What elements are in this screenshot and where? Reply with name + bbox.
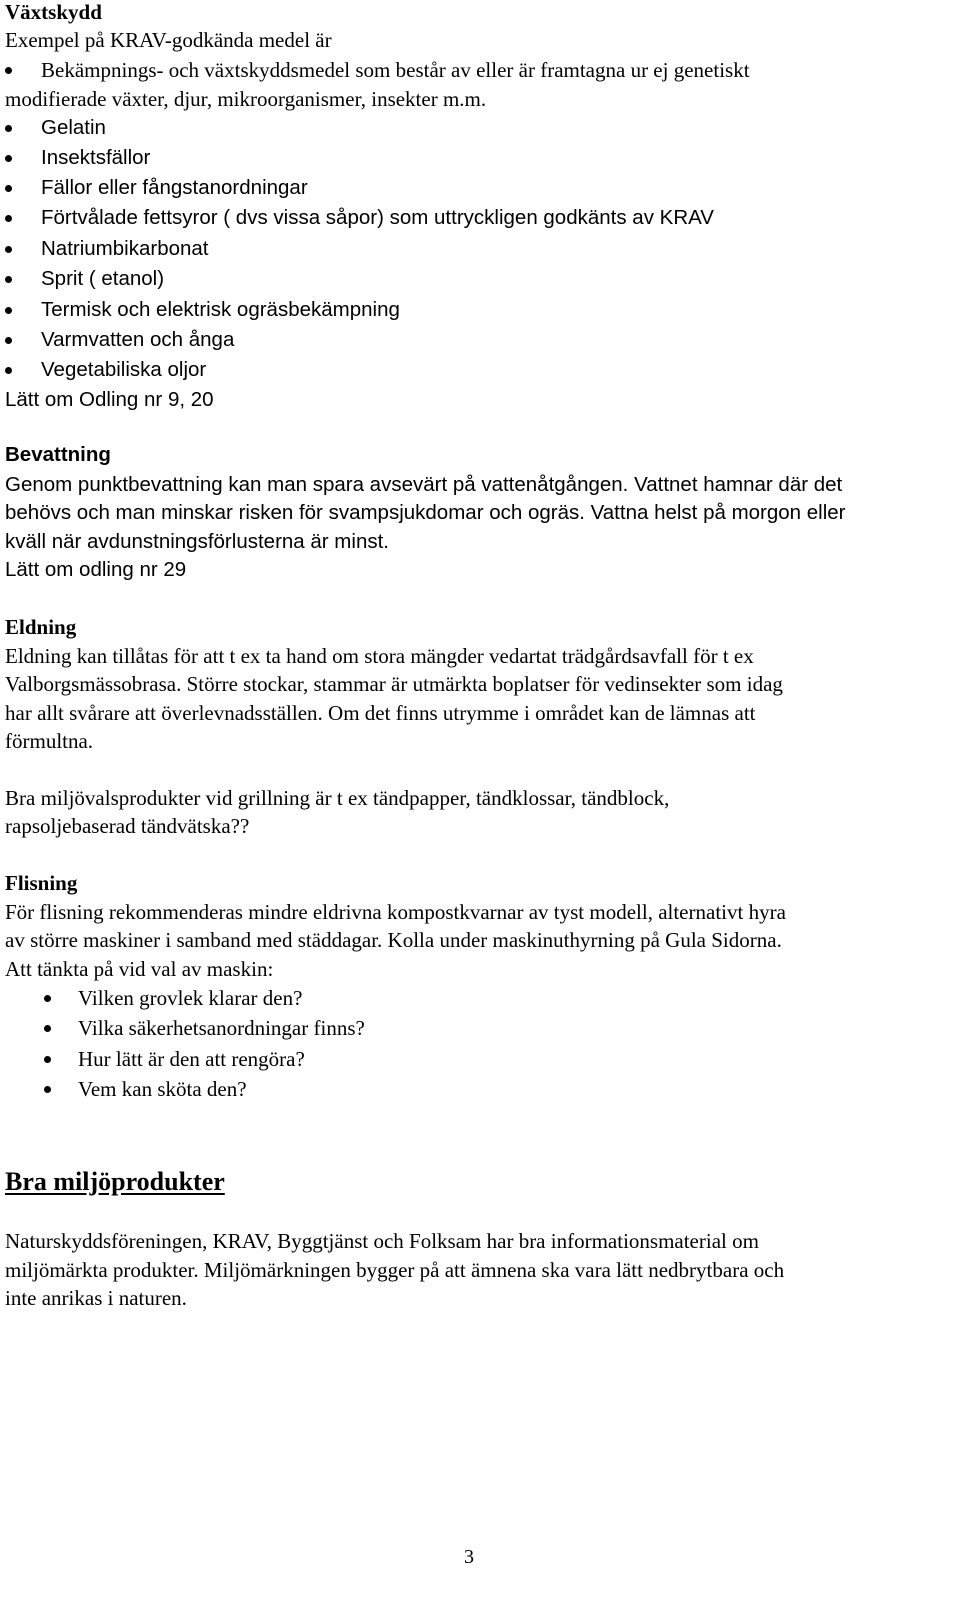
bullet-icon [44, 995, 51, 1002]
miljoprodukter-text-line: miljömärkta produkter. Miljömärkningen bygger på att ämnena ska vara lätt nedbrytbara och [5, 1258, 785, 1282]
bullet-icon [44, 1086, 51, 1093]
eldning-text-line: Eldning kan tillåtas för att t ex ta hand om stora mängder vedartat trädgårdsavfall för t ex [5, 644, 754, 668]
bullet-icon [44, 1025, 51, 1032]
vaxtskydd-heading: Växtskydd [5, 0, 102, 24]
flisning-text-line: av större maskiner i samband med städdagar. Kolla under maskinuthyrning på Gula Sidorna. [5, 928, 782, 952]
list-item-continuation: modifierade växter, djur, mikroorganismer, insekter m.m. [5, 87, 487, 111]
eldning-heading: Eldning [5, 615, 77, 639]
flisning-text-line: Att tänkta på vid val av maskin: [5, 957, 274, 981]
bullet-icon [5, 246, 12, 253]
miljoprodukter-text-line: inte anrikas i naturen. [5, 1286, 187, 1310]
bevattning-text-line: Genom punktbevattning kan man spara avsevärt på vattenåtgången. Vattnet hamnar där det [5, 473, 843, 496]
vaxtskydd-source: Lätt om Odling nr 9, 20 [5, 388, 214, 411]
bullet-icon [5, 67, 12, 74]
bullet-icon [5, 307, 12, 314]
bullet-icon [5, 125, 12, 132]
bullet-icon [5, 215, 12, 222]
grill-text-line: Bra miljövalsprodukter vid grillning är t ex tändpapper, tändklossar, tändblock, [5, 786, 670, 810]
miljoprodukter-text-line: Naturskyddsföreningen, KRAV, Byggtjänst och Folksam har bra informationsmaterial om [5, 1229, 759, 1253]
eldning-text-line: Valborgsmässobrasa. Större stockar, stammar är utmärkta boplatser för vedinsekter som idag [5, 672, 783, 696]
miljoprodukter-heading: Bra miljöprodukter [5, 1167, 225, 1196]
bevattning-text-line: kväll när avdunstningsförlusterna är minst. [5, 530, 389, 553]
bevattning-text-line: behövs och man minskar risken för svampsjukdomar och ogräs. Vattna helst på morgon eller [5, 501, 846, 524]
flisning-text-line: För flisning rekommenderas mindre eldrivna kompostkvarnar av tyst modell, alternativt hyra [5, 900, 786, 924]
bullet-icon [5, 185, 12, 192]
bullet-icon [5, 155, 12, 162]
flisning-heading: Flisning [5, 871, 78, 895]
bullet-icon [5, 367, 12, 374]
bevattning-heading: Bevattning [5, 443, 111, 466]
page-number: 3 [464, 1546, 474, 1568]
grill-text-line: rapsoljebaserad tändvätska?? [5, 814, 250, 838]
bevattning-source: Lätt om odling nr 29 [5, 558, 187, 581]
bullet-icon [5, 337, 12, 344]
vaxtskydd-intro: Exempel på KRAV-godkända medel är [5, 28, 332, 52]
eldning-text-line: förmultna. [5, 729, 94, 753]
bullet-icon [44, 1056, 51, 1063]
eldning-text-line: har allt svårare att överlevnadsställen. Om det finns utrymme i området kan de lämnas att [5, 701, 756, 725]
bullet-icon [5, 276, 12, 283]
